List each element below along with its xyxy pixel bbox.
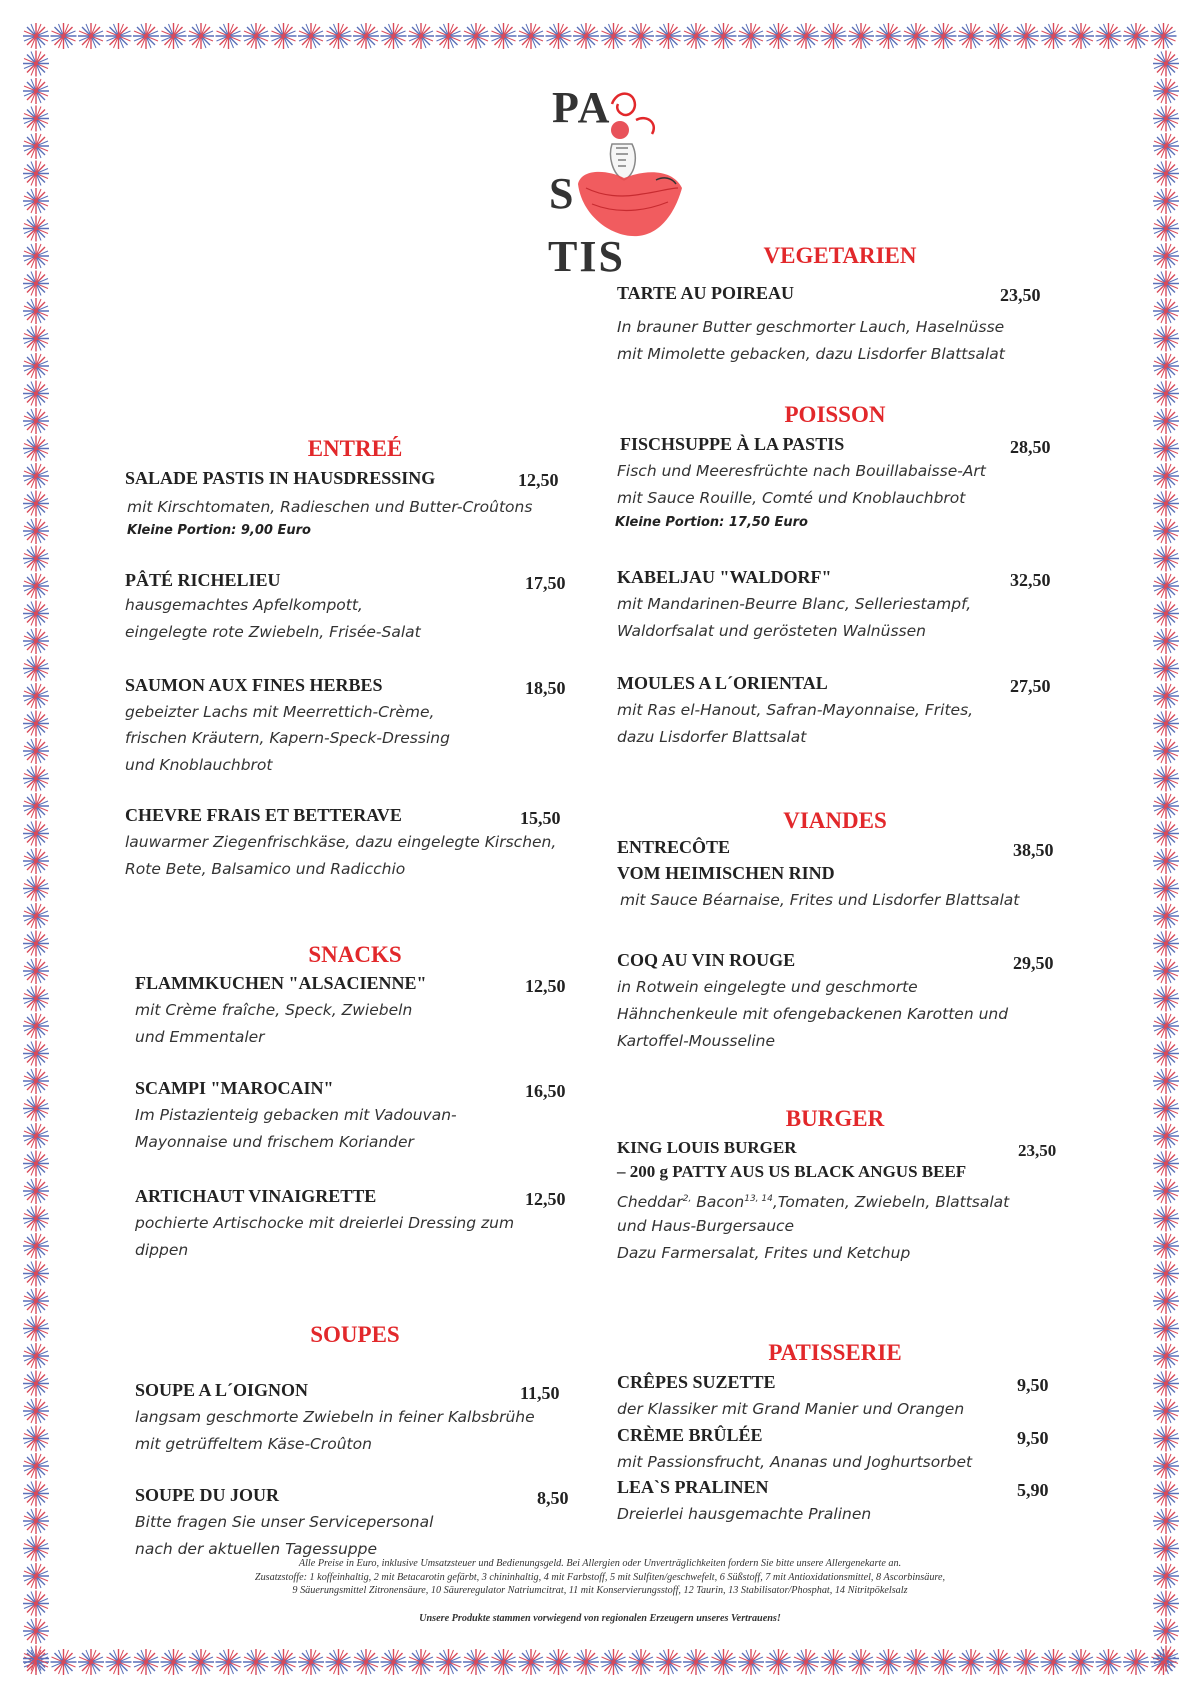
border-starburst <box>23 216 49 242</box>
border-starburst <box>106 1649 132 1675</box>
border-starburst <box>1041 23 1067 49</box>
border-starburst <box>23 1041 49 1067</box>
item-desc: dippen <box>135 1241 189 1259</box>
border-starburst <box>1153 463 1179 489</box>
item-price: 12,50 <box>525 1189 566 1209</box>
border-starburst <box>1153 243 1179 269</box>
border-starburst <box>23 1536 49 1562</box>
section-title-burger: BURGER <box>785 1106 885 1131</box>
section-title-vegetarien: VEGETARIEN <box>763 243 917 268</box>
item-name: KING LOUIS BURGER <box>617 1138 797 1157</box>
footer-prices-note: Alle Preise in Euro, inklusive Umsatzsteuer und Bedienungsgeld. Bei Allergien oder Unverträglichkeiten fordern Sie bitte unsere Allergenekarte an. <box>298 1558 902 1569</box>
border-starburst <box>601 1649 627 1675</box>
item-name: CHEVRE FRAIS ET BETTERAVE <box>125 805 402 825</box>
border-starburst <box>903 23 929 49</box>
border-starburst <box>1153 381 1179 407</box>
item-price: 12,50 <box>525 976 566 996</box>
item-price: 17,50 <box>525 573 566 593</box>
border-starburst <box>491 1649 517 1675</box>
item-desc: und Knoblauchbrot <box>125 756 273 774</box>
border-starburst <box>546 23 572 49</box>
item-desc: Kartoffel-Mousseline <box>617 1032 776 1050</box>
border-starburst <box>23 1591 49 1617</box>
border-starburst <box>436 1649 462 1675</box>
border-starburst <box>1153 711 1179 737</box>
border-starburst <box>326 1649 352 1675</box>
border-starburst <box>23 1233 49 1259</box>
border-starburst <box>23 986 49 1012</box>
item-price: 9,50 <box>1017 1375 1049 1395</box>
border-starburst <box>1153 931 1179 957</box>
item-price: 29,50 <box>1013 953 1054 973</box>
item-desc: nach der aktuellen Tagessuppe <box>135 1540 377 1558</box>
border-starburst <box>1123 1649 1149 1675</box>
item-name: SAUMON AUX FINES HERBES <box>125 675 383 695</box>
item-desc: mit Mimolette gebacken, dazu Lisdorfer Blattsalat <box>617 345 1005 363</box>
border-starburst <box>78 1649 104 1675</box>
allergen-sup: 13, 14 <box>744 1194 773 1204</box>
section-title-patisserie: PATISSERIE <box>768 1340 902 1365</box>
border-starburst <box>23 408 49 434</box>
border-starburst <box>1153 821 1179 847</box>
border-starburst <box>23 1343 49 1369</box>
border-starburst <box>23 1426 49 1452</box>
item-desc: mit Mandarinen-Beurre Blanc, Selleriestampf, <box>617 595 972 613</box>
section-title-poisson: POISSON <box>784 402 886 427</box>
border-starburst <box>408 1649 434 1675</box>
border-starburst <box>1153 1591 1179 1617</box>
border-starburst <box>1153 848 1179 874</box>
logo-tis: TIS <box>548 232 625 281</box>
border-starburst <box>463 23 489 49</box>
border-starburst <box>1153 1041 1179 1067</box>
border-starburst <box>326 23 352 49</box>
border-starburst <box>216 1649 242 1675</box>
border-starburst <box>23 738 49 764</box>
border-starburst <box>23 78 49 104</box>
item-desc: und Haus-Burgersauce <box>617 1217 795 1235</box>
item-desc: mit Ras el-Hanout, Safran-Mayonnaise, Frites, <box>617 701 974 719</box>
item-price: 12,50 <box>518 470 559 490</box>
border-starburst <box>1153 958 1179 984</box>
border-starburst <box>876 23 902 49</box>
border-starburst <box>1153 298 1179 324</box>
item-price: 8,50 <box>537 1488 569 1508</box>
border-starburst <box>243 1649 269 1675</box>
border-starburst <box>1153 601 1179 627</box>
border-starburst <box>23 1646 49 1672</box>
item-desc: mit Crème fraîche, Speck, Zwiebeln <box>135 1001 413 1019</box>
border-starburst <box>23 1068 49 1094</box>
border-starburst <box>23 1398 49 1424</box>
item-name: CRÈME BRÛLÉE <box>617 1425 763 1445</box>
border-starburst <box>1153 683 1179 709</box>
border-starburst <box>1013 1649 1039 1675</box>
border-starburst <box>1153 1371 1179 1397</box>
border-starburst <box>161 1649 187 1675</box>
border-starburst <box>1153 903 1179 929</box>
border-starburst <box>1013 23 1039 49</box>
border-starburst <box>876 1649 902 1675</box>
border-starburst <box>23 1618 49 1644</box>
border-starburst <box>1153 1178 1179 1204</box>
border-starburst <box>1153 1508 1179 1534</box>
border-starburst <box>23 463 49 489</box>
border-starburst <box>958 1649 984 1675</box>
item-price: 38,50 <box>1013 840 1054 860</box>
border-starburst <box>23 958 49 984</box>
border-starburst <box>518 23 544 49</box>
section-title-entree: ENTREÉ <box>307 436 403 461</box>
border-starburst <box>1153 1453 1179 1479</box>
border-starburst <box>23 931 49 957</box>
border-starburst <box>23 23 49 49</box>
item-desc: der Klassiker mit Grand Manier und Orangen <box>617 1400 965 1418</box>
section-title-soupes: SOUPES <box>310 1322 400 1347</box>
border-starburst <box>51 23 77 49</box>
border-starburst <box>546 1649 572 1675</box>
item-desc: langsam geschmorte Zwiebeln in feiner Kalbsbrühe <box>135 1408 535 1426</box>
item-price: 9,50 <box>1017 1428 1049 1448</box>
item-price: 11,50 <box>520 1383 560 1403</box>
border-starburst <box>23 1508 49 1534</box>
border-starburst <box>23 1123 49 1149</box>
item-name: ARTICHAUT VINAIGRETTE <box>135 1186 377 1206</box>
item-desc: mit Passionsfrucht, Ananas und Joghurtsorbet <box>617 1453 973 1471</box>
item-desc: Waldorfsalat und gerösteten Walnüssen <box>617 622 926 640</box>
border-starburst <box>23 51 49 77</box>
border-starburst <box>271 23 297 49</box>
item-note: Kleine Portion: 17,50 Euro <box>615 515 808 530</box>
border-starburst <box>518 1649 544 1675</box>
border-starburst <box>848 1649 874 1675</box>
border-starburst <box>23 573 49 599</box>
border-starburst <box>1153 1618 1179 1644</box>
border-starburst <box>1153 1233 1179 1259</box>
border-starburst <box>23 326 49 352</box>
border-starburst <box>1153 628 1179 654</box>
ingredient-bacon: Bacon <box>691 1193 745 1212</box>
item-name: KABELJAU "WALDORF" <box>617 567 832 587</box>
border-starburst <box>931 23 957 49</box>
item-name: SOUPE A L´OIGNON <box>135 1380 309 1400</box>
border-starburst <box>1153 518 1179 544</box>
border-starburst <box>1153 1096 1179 1122</box>
border-starburst <box>628 1649 654 1675</box>
border-starburst <box>903 1649 929 1675</box>
border-starburst <box>23 1288 49 1314</box>
border-starburst <box>1153 491 1179 517</box>
border-starburst <box>1153 1123 1179 1149</box>
border-starburst <box>1153 656 1179 682</box>
border-starburst <box>1068 1649 1094 1675</box>
item-price: 32,50 <box>1010 570 1051 590</box>
border-starburst <box>1123 23 1149 49</box>
item-price: 15,50 <box>520 808 561 828</box>
border-starburst <box>78 23 104 49</box>
border-starburst <box>821 23 847 49</box>
item-desc: Dazu Farmersalat, Frites und Ketchup <box>617 1244 911 1262</box>
border-starburst <box>133 1649 159 1675</box>
border-starburst <box>1153 436 1179 462</box>
footer-additives-2: 9 Säuerungsmittel Zitronensäure, 10 Säureregulator Natriumcitrat, 11 mit Konservierungsstoff, 12 Taurin, 13 Stabilisator/Phosphat, 14 Nitritpökelsalz <box>292 1585 908 1596</box>
item-desc <box>617 1186 1009 1216</box>
border-starburst <box>161 23 187 49</box>
item-price: 27,50 <box>1010 676 1051 696</box>
border-starburst <box>1096 1649 1122 1675</box>
section-title-snacks: SNACKS <box>308 942 402 967</box>
ingredient-cheddar: Cheddar <box>617 1193 683 1212</box>
item-name: SOUPE DU JOUR <box>135 1485 280 1505</box>
border-starburst <box>1153 408 1179 434</box>
border-starburst <box>1041 1649 1067 1675</box>
border-starburst <box>848 23 874 49</box>
item-name: MOULES A L´ORIENTAL <box>617 673 828 693</box>
border-starburst <box>1153 1646 1179 1672</box>
border-starburst <box>1153 1343 1179 1369</box>
border-starburst <box>23 188 49 214</box>
item-desc: pochierte Artischocke mit dreierlei Dressing zum <box>135 1214 515 1232</box>
border-starburst <box>23 518 49 544</box>
border-starburst <box>1153 133 1179 159</box>
border-starburst <box>353 23 379 49</box>
item-desc: Fisch und Meeresfrüchte nach Bouillabaisse-Art <box>617 462 986 480</box>
allergen-sup: 2, <box>682 1194 692 1204</box>
border-starburst <box>738 1649 764 1675</box>
border-starburst <box>931 1649 957 1675</box>
border-starburst <box>766 23 792 49</box>
border-starburst <box>793 1649 819 1675</box>
border-starburst <box>188 23 214 49</box>
border-starburst <box>436 23 462 49</box>
border-starburst <box>23 1151 49 1177</box>
border-starburst <box>23 711 49 737</box>
item-desc: hausgemachtes Apfelkompott, <box>125 596 363 614</box>
border-starburst <box>1153 1426 1179 1452</box>
item-desc: mit Kirschtomaten, Radieschen und Butter-Croûtons <box>127 498 533 516</box>
border-starburst <box>821 1649 847 1675</box>
border-starburst <box>23 1316 49 1342</box>
dancer-illustration <box>572 84 692 259</box>
border-starburst <box>1153 738 1179 764</box>
border-starburst <box>51 1649 77 1675</box>
border-starburst <box>298 1649 324 1675</box>
border-starburst <box>23 821 49 847</box>
border-starburst <box>298 23 324 49</box>
footer-regional: Unsere Produkte stammen vorwiegend von regionalen Erzeugern unseres Vertrauens! <box>419 1613 781 1624</box>
item-desc: Dreierlei hausgemachte Pralinen <box>617 1505 872 1523</box>
item-desc: dazu Lisdorfer Blattsalat <box>617 728 807 746</box>
border-starburst <box>1153 271 1179 297</box>
item-note: Kleine Portion: 9,00 Euro <box>127 523 311 538</box>
border-starburst <box>381 23 407 49</box>
border-starburst <box>601 23 627 49</box>
item-name: FISCHSUPPE À LA PASTIS <box>620 434 845 454</box>
item-desc: frischen Kräutern, Kapern-Speck-Dressing <box>125 729 450 747</box>
item-price: 23,50 <box>1018 1141 1057 1160</box>
border-starburst <box>958 23 984 49</box>
border-starburst <box>381 1649 407 1675</box>
border-starburst <box>23 601 49 627</box>
item-desc: in Rotwein eingelegte und geschmorte <box>617 978 918 996</box>
border-starburst <box>573 23 599 49</box>
border-starburst <box>766 1649 792 1675</box>
border-starburst <box>1153 766 1179 792</box>
border-starburst <box>463 1649 489 1675</box>
border-starburst <box>408 23 434 49</box>
border-starburst <box>1153 1398 1179 1424</box>
border-starburst <box>23 876 49 902</box>
border-starburst <box>23 381 49 407</box>
item-name: SALADE PASTIS IN HAUSDRESSING <box>125 468 436 488</box>
border-starburst <box>1153 1536 1179 1562</box>
border-starburst <box>1153 546 1179 572</box>
border-starburst <box>133 23 159 49</box>
item-name: SCAMPI "MAROCAIN" <box>135 1078 334 1098</box>
border-starburst <box>23 546 49 572</box>
border-starburst <box>1153 216 1179 242</box>
item-desc: mit getrüffeltem Käse-Croûton <box>135 1435 372 1453</box>
border-starburst <box>353 1649 379 1675</box>
item-name-line2: – 200 g PATTY AUS US BLACK ANGUS BEEF <box>617 1162 967 1181</box>
border-starburst <box>23 1096 49 1122</box>
border-starburst <box>23 271 49 297</box>
item-price: 28,50 <box>1010 437 1051 457</box>
border-starburst <box>1153 188 1179 214</box>
border-starburst <box>23 298 49 324</box>
border-starburst <box>106 23 132 49</box>
item-desc: gebeizter Lachs mit Meerrettich-Crème, <box>125 703 435 721</box>
border-starburst <box>656 1649 682 1675</box>
item-name: LEA`S PRALINEN <box>617 1477 769 1497</box>
border-starburst <box>1096 23 1122 49</box>
border-starburst <box>1153 78 1179 104</box>
border-starburst <box>23 848 49 874</box>
border-starburst <box>23 1261 49 1287</box>
border-starburst <box>1153 353 1179 379</box>
item-desc: Mayonnaise und frischem Koriander <box>135 1133 414 1151</box>
item-name: FLAMMKUCHEN "ALSACIENNE" <box>135 973 427 993</box>
border-starburst <box>188 1649 214 1675</box>
border-starburst <box>683 1649 709 1675</box>
item-desc: mit Sauce Béarnaise, Frites und Lisdorfer Blattsalat <box>620 891 1020 909</box>
border-starburst <box>23 903 49 929</box>
border-starburst <box>1153 573 1179 599</box>
logo-s: S <box>549 169 576 218</box>
border-starburst <box>23 1453 49 1479</box>
item-desc: Im Pistazienteig gebacken mit Vadouvan- <box>135 1106 457 1124</box>
border-starburst <box>711 23 737 49</box>
item-name: CRÊPES SUZETTE <box>617 1372 776 1392</box>
border-starburst <box>23 656 49 682</box>
border-starburst <box>23 106 49 132</box>
border-starburst <box>1153 326 1179 352</box>
item-desc: Bitte fragen Sie unser Servicepersonal <box>135 1513 434 1531</box>
border-starburst <box>23 1178 49 1204</box>
item-price: 23,50 <box>1000 285 1041 305</box>
border-starburst <box>1153 1013 1179 1039</box>
border-starburst <box>1153 1206 1179 1232</box>
border-starburst <box>1153 1316 1179 1342</box>
border-starburst <box>23 628 49 654</box>
border-starburst <box>711 1649 737 1675</box>
item-desc: Rote Bete, Balsamico und Radicchio <box>125 860 406 878</box>
border-starburst <box>1151 23 1177 49</box>
border-starburst <box>491 23 517 49</box>
border-starburst <box>683 23 709 49</box>
border-starburst <box>243 23 269 49</box>
border-starburst <box>23 793 49 819</box>
item-desc: und Emmentaler <box>135 1028 265 1046</box>
border-starburst <box>23 353 49 379</box>
border-starburst <box>628 23 654 49</box>
border-starburst <box>23 1563 49 1589</box>
border-starburst <box>23 1481 49 1507</box>
border-starburst <box>1153 161 1179 187</box>
border-starburst <box>656 23 682 49</box>
border-starburst <box>23 161 49 187</box>
border-starburst <box>23 133 49 159</box>
item-desc: eingelegte rote Zwiebeln, Frisée-Salat <box>125 623 421 641</box>
border-starburst <box>1153 793 1179 819</box>
section-title-viandes: VIANDES <box>783 808 887 833</box>
border-starburst <box>986 23 1012 49</box>
border-starburst <box>23 1371 49 1397</box>
border-starburst <box>23 243 49 269</box>
item-price: 5,90 <box>1017 1480 1049 1500</box>
item-name: COQ AU VIN ROUGE <box>617 950 796 970</box>
item-name: PÂTÉ RICHELIEU <box>125 570 281 590</box>
border-starburst <box>23 436 49 462</box>
border-starburst <box>23 683 49 709</box>
border-starburst <box>738 23 764 49</box>
border-starburst <box>271 1649 297 1675</box>
item-desc: In brauner Butter geschmorter Lauch, Haselnüsse <box>617 318 1005 336</box>
ingredient-rest: ,Tomaten, Zwiebeln, Blattsalat <box>772 1193 1010 1212</box>
item-desc: lauwarmer Ziegenfrischkäse, dazu eingelegte Kirschen, <box>125 833 557 851</box>
border-starburst <box>23 766 49 792</box>
border-starburst <box>1068 23 1094 49</box>
border-starburst <box>1153 876 1179 902</box>
border-starburst <box>1153 986 1179 1012</box>
item-price: 16,50 <box>525 1081 566 1101</box>
border-starburst <box>1153 1151 1179 1177</box>
item-price: 18,50 <box>525 678 566 698</box>
footer-additives-1: Zusatzstoffe: 1 koffeinhaltig, 2 mit Betacarotin gefärbt, 3 chininhaltig, 4 mit Farbstoff, 5 mit Sulfiten/geschwefelt, 6 Süßstoff, 7 mit Antioxidationsmittel, 8 Ascorbinsäure, <box>254 1572 946 1583</box>
border-starburst <box>23 1013 49 1039</box>
item-name: TARTE AU POIREAU <box>617 283 795 303</box>
border-starburst <box>793 23 819 49</box>
border-starburst <box>216 23 242 49</box>
border-starburst <box>986 1649 1012 1675</box>
border-starburst <box>573 1649 599 1675</box>
border-starburst <box>1153 106 1179 132</box>
border-starburst <box>1153 1261 1179 1287</box>
border-starburst <box>1153 1288 1179 1314</box>
item-desc: mit Sauce Rouille, Comté und Knoblauchbrot <box>617 489 966 507</box>
border-starburst <box>1153 1481 1179 1507</box>
item-name-line2: VOM HEIMISCHEN RIND <box>617 863 835 883</box>
border-starburst <box>1153 51 1179 77</box>
border-starburst <box>1153 1068 1179 1094</box>
border-starburst <box>1153 1563 1179 1589</box>
border-starburst <box>23 1206 49 1232</box>
item-desc: Hähnchenkeule mit ofengebackenen Karotten und <box>617 1005 1009 1023</box>
item-name: ENTRECÔTE <box>617 837 731 857</box>
border-starburst <box>23 491 49 517</box>
logo-pa: PA <box>552 83 612 132</box>
